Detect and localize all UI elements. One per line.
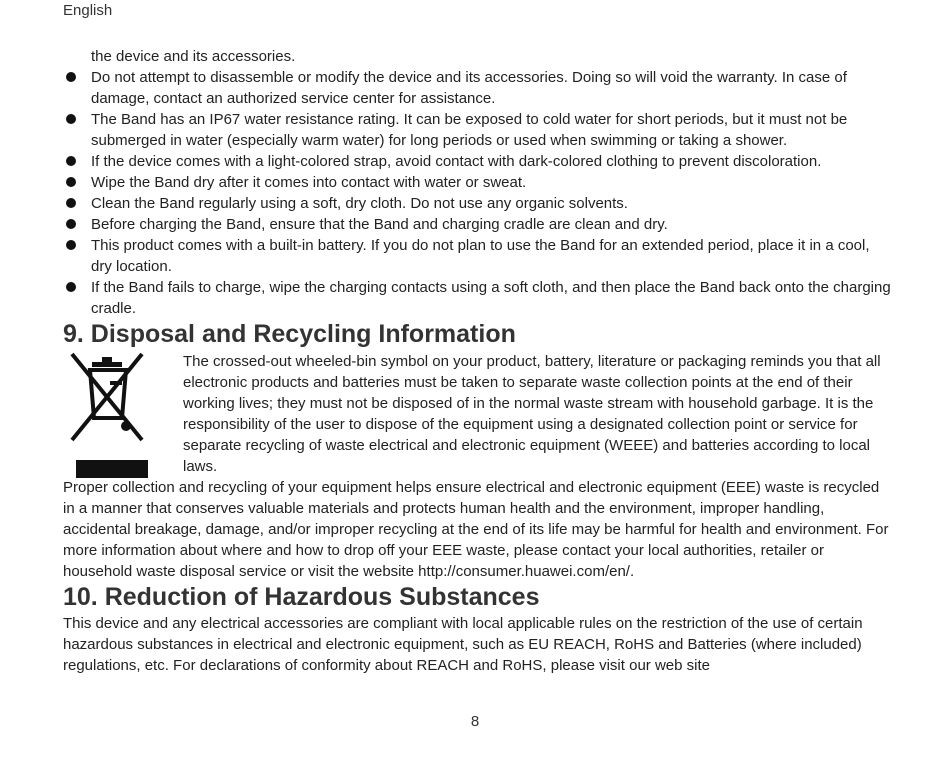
list-item: Wipe the Band dry after it comes into contact with water or sweat. xyxy=(63,172,893,193)
list-item: This product comes with a built-in battery. If you do not plan to use the Band for an extended period, place it in a cool, dry location. xyxy=(63,235,893,277)
page-header-language: English xyxy=(63,2,113,19)
list-item: If the device comes with a light-colored strap, avoid contact with dark-colored clothing to prevent discoloration. xyxy=(63,151,893,172)
list-item: If the Band fails to charge, wipe the charging contacts using a soft cloth, and then place the Band back onto the charging cradle. xyxy=(63,277,893,319)
hazardous-paragraph: This device and any electrical accessories are compliant with local applicable rules on the restriction of the use of certain hazardous substances in electrical and electronic equipment, such as EU REACH, RoHS and Batteries (where included) regulations, etc. For declarations of conformity about REACH and RoHS, please visit our web site xyxy=(63,615,863,674)
section-heading-disposal: 9. Disposal and Recycling Information xyxy=(63,320,516,348)
recycling-paragraph: Proper collection and recycling of your equipment helps ensure electrical and electronic equipment (EEE) waste is recycled in a manner that conserves valuable materials and protects human health and the environment, improper handling, accidental breakage, damage, and/or improper recycling at the end of its life may be harmful for health and environment. For more information about where and how to drop off your EEE waste, please contact your local authorities, retailer or household waste disposal service or visit the website http://consumer.huawei.com/en/. xyxy=(63,479,889,580)
list-item: Do not attempt to disassemble or modify the device and its accessories. Doing so will void the warranty. In case of damage, contact an authorized service center for assistance. xyxy=(63,67,893,109)
care-bullet-list xyxy=(63,67,893,319)
continuation-text: the device and its accessories. xyxy=(91,48,296,65)
list-item: Clean the Band regularly using a soft, dry cloth. Do not use any organic solvents. xyxy=(63,193,893,214)
page-number: 8 xyxy=(470,713,480,730)
weee-crossed-bin-icon xyxy=(66,350,150,480)
list-item: The Band has an IP67 water resistance rating. It can be exposed to cold water for short periods, but it must not be submerged in water (especially warm water) for long periods or used when swimming or taking a shower. xyxy=(63,109,893,151)
section-heading-hazardous: 10. Reduction of Hazardous Substances xyxy=(63,583,540,611)
list-item: Before charging the Band, ensure that the Band and charging cradle are clean and dry. xyxy=(63,214,893,235)
weee-description: The crossed-out wheeled-bin symbol on your product, battery, literature or packaging reminds you that all electronic products and batteries must be taken to separate waste collection points at the end of their working lives; they must not be disposed of in the normal waste stream with household garbage. It is the responsibility of the user to dispose of the equipment using a designated collection point or service for separate recycling of waste electrical and electronic equipment (WEEE) and batteries according to local laws. xyxy=(183,353,881,475)
